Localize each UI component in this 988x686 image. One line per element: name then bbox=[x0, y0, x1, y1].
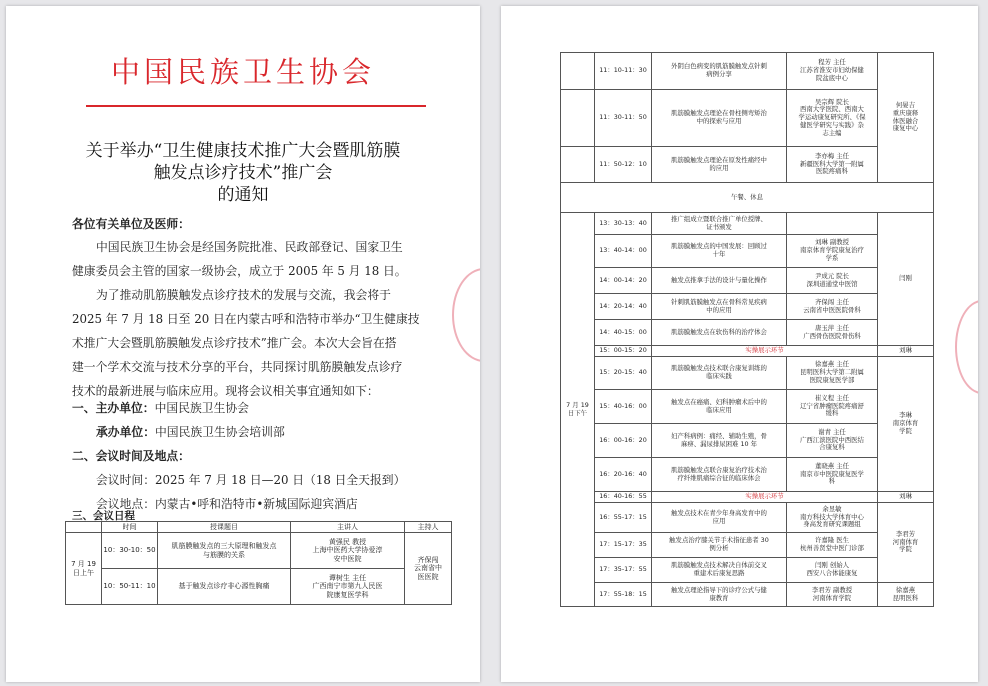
time-cell: 13：30-13：40 bbox=[595, 213, 652, 235]
time-cell: 14：40-15：00 bbox=[595, 320, 652, 346]
document-page-1 bbox=[6, 6, 480, 682]
topic-cell: 推广组成立暨联合推广单位授牌、 证书颁发 bbox=[652, 213, 787, 235]
speaker-cell: 尹成元 院长 深圳道通堂中医馆 bbox=[787, 268, 878, 294]
salutation: 各位有关单位及医师： bbox=[72, 217, 190, 231]
host-cell: 刘琳 bbox=[878, 346, 934, 357]
speaker-cell: 崔义程 主任 辽宁省肿瘤医院疼痛舒 缓科 bbox=[787, 390, 878, 424]
red-seal-stamp bbox=[452, 268, 480, 362]
date-cell bbox=[561, 147, 595, 183]
host-cell: 李琳 南京体育 学院 bbox=[878, 357, 934, 492]
para2-line: 2025 年 7 月 18 日至 20 日在内蒙古呼和浩特市举办“卫生健康技 bbox=[72, 312, 420, 326]
speaker-cell: 唐玉萍 主任 广西骨伤医院骨伤科 bbox=[787, 320, 878, 346]
place-label: 会议地点： bbox=[96, 497, 155, 511]
time-cell: 11：10-11：30 bbox=[595, 53, 652, 90]
header-cell bbox=[66, 522, 102, 533]
time-cell: 16：00-16：20 bbox=[595, 424, 652, 458]
time-cell: 13：40-14：00 bbox=[595, 235, 652, 268]
speaker-cell: 徐嘉燕 主任 昆明医科大学第二附属 医院康复医学部 bbox=[787, 357, 878, 390]
time-cell: 16：40-16：55 bbox=[595, 492, 652, 503]
header-cell: 时间 bbox=[102, 522, 158, 533]
topic-cell: 肌筋膜触发点理论在骨柱侧弯矫治 中的探索与应用 bbox=[652, 90, 787, 147]
lunch-break-row: 午餐、休息 bbox=[561, 183, 934, 213]
section-heading: 二、会议时间及地点： bbox=[72, 449, 190, 463]
time-label: 会议时间： bbox=[96, 473, 155, 487]
doc-title-line-1: 关于举办“卫生健康技术推广大会暨肌筋膜 bbox=[85, 141, 401, 161]
time-cell: 15：20-15：40 bbox=[595, 357, 652, 390]
date-cell bbox=[561, 90, 595, 147]
speaker-cell: 吴宗辉 院长 西南大学医院、西南大 学运动康复研究所、《保 健医学研究与实践》杂 志主编 bbox=[787, 90, 878, 147]
red-seal-stamp bbox=[955, 300, 978, 394]
topic-cell: 妇产科病例：痛经、辅助生殖，骨 麻痹、漏尿排尿困难 10 年 bbox=[652, 424, 787, 458]
para2-line: 术推广大会暨肌筋膜触发点诊疗技术”推广会。本次大会旨在搭 bbox=[72, 336, 397, 350]
schedule-table bbox=[65, 521, 452, 605]
speaker-cell: 程芳 主任 江苏省淮安市妇幼保健 院盆底中心 bbox=[787, 53, 878, 90]
topic-cell: 触发点技术在青少年身高发育中的 应用 bbox=[652, 503, 787, 533]
topic-cell: 肌筋膜触发点技术联合康复训练的 临床实践 bbox=[652, 357, 787, 390]
document-page-2 bbox=[501, 6, 978, 682]
time-cell: 17：15-17：35 bbox=[595, 533, 652, 558]
organizer-line bbox=[96, 423, 480, 440]
time-cell: 17：35-17：55 bbox=[595, 558, 652, 583]
para2-line: 建一个学术交流与技术分享的平台，共同探讨肌筋膜触发点诊疗 bbox=[72, 360, 403, 374]
date-cell: 7 月 19 日下午 bbox=[561, 213, 595, 607]
host-cell: 徐嘉燕 昆明医科 bbox=[878, 583, 934, 607]
topic-cell: 外阴白色病变的肌筋膜触发点针刺 病例分享 bbox=[652, 53, 787, 90]
topic-cell: 肌筋膜触发点在软伤科的治疗体会 bbox=[652, 320, 787, 346]
host-cell: 闫刚 bbox=[878, 213, 934, 346]
topic-cell: 肌筋膜触发点的三大原理和触发点 与筋膜的关系 bbox=[158, 533, 291, 569]
header-cell: 授课题目 bbox=[158, 522, 291, 533]
time-cell: 11：50-12：10 bbox=[595, 147, 652, 183]
topic-cell: 基于触发点诊疗非心源性胸痛 bbox=[158, 569, 291, 605]
topic-cell: 针刺肌筋膜触发点在骨科常见疾病 中的应用 bbox=[652, 294, 787, 320]
section-heading: 三、会议日程 bbox=[72, 510, 135, 522]
time-cell: 15：00-15：20 bbox=[595, 346, 652, 357]
speaker-cell: 黄强民 教授 上海中医药大学协爱淳 安中医院 bbox=[291, 533, 405, 569]
organizer-value: 中国民族卫生协会培训部 bbox=[155, 425, 285, 439]
section-heading: 一、主办单位： bbox=[72, 401, 155, 415]
time-cell: 11：30-11：50 bbox=[595, 90, 652, 147]
time-cell: 10：30-10：50 bbox=[102, 533, 158, 569]
host-cell: 李君芳 河南体育 学院 bbox=[878, 503, 934, 583]
speaker-cell: 许嘉隆 医生 杭州善贤堂中医门诊部 bbox=[787, 533, 878, 558]
section-1 bbox=[72, 399, 456, 416]
speaker-cell: 谢青 主任 广西江滨医院中西医结 合康复科 bbox=[787, 424, 878, 458]
letterhead-divider bbox=[86, 105, 426, 107]
demo-session-label: 实操展示环节 bbox=[652, 492, 878, 503]
demo-session-label: 实操展示环节 bbox=[652, 346, 878, 357]
place-value: 内蒙古•呼和浩特市•新城国际迎宾酒店 bbox=[155, 497, 358, 511]
time-value: 2025 年 7 月 18 日—20 日（18 日全天报到） bbox=[155, 473, 406, 487]
speaker-cell: 李君芳 副教授 河南体育学院 bbox=[787, 583, 878, 607]
topic-cell: 肌筋膜触发点技术解决自体前交叉 重建术后康复思路 bbox=[652, 558, 787, 583]
header-cell: 主讲人 bbox=[291, 522, 405, 533]
host-cell: 齐保闯 云南省中 医医院 bbox=[405, 533, 452, 605]
para2-line: 为了推动肌筋膜触发点诊疗技术的发展与交流，我会将于 bbox=[96, 288, 391, 302]
speaker-cell: 余昱敏 南方科技大学体育中心 身高发育研究课题组 bbox=[787, 503, 878, 533]
time-cell: 14：00-14：20 bbox=[595, 268, 652, 294]
topic-cell: 触发点理论指导下的诊疗公式与健 康教育 bbox=[652, 583, 787, 607]
date-cell: 7 月 19 日上午 bbox=[66, 533, 102, 605]
host-value: 中国民族卫生协会 bbox=[154, 401, 249, 415]
topic-cell: 触发点在癌痛、妇科肿瘤术后中的 临床应用 bbox=[652, 390, 787, 424]
topic-cell: 肌筋膜触发点理论在原发性痛经中 的应用 bbox=[652, 147, 787, 183]
speaker-cell: 齐保闯 主任 云南省中医医院骨科 bbox=[787, 294, 878, 320]
speaker-cell: 刘琳 副教授 南京体育学院康复治疗 学系 bbox=[787, 235, 878, 268]
time-line bbox=[96, 471, 480, 488]
para1-line: 中国民族卫生协会是经国务院批准、民政部登记、国家卫生 bbox=[96, 240, 403, 254]
time-cell: 10：50-11：10 bbox=[102, 569, 158, 605]
speaker-cell bbox=[787, 213, 878, 235]
header-cell: 主持人 bbox=[405, 522, 452, 533]
topic-cell: 触发点治疗膝关节手术指征患者 30 例分析 bbox=[652, 533, 787, 558]
doc-title-line-3: 的通知 bbox=[217, 185, 269, 205]
time-cell: 14：20-14：40 bbox=[595, 294, 652, 320]
host-cell: 刘琳 bbox=[878, 492, 934, 503]
topic-cell: 触发点推拿手法的设计与量化操作 bbox=[652, 268, 787, 294]
host-cell: 何晏吉 重庆康释 体医融合 康复中心 bbox=[878, 53, 934, 183]
topic-cell: 肌筋膜触发点联合康复治疗技术治 疗纤维肌痛综合征的临床体会 bbox=[652, 458, 787, 492]
time-cell: 16：20-16：40 bbox=[595, 458, 652, 492]
topic-cell: 肌筋膜触发点的中国发展：回顾过 十年 bbox=[652, 235, 787, 268]
time-cell: 15：40-16：00 bbox=[595, 390, 652, 424]
para1-line: 健康委员会主管的国家一级协会，成立于 2005 年 5 月 18 日。 bbox=[72, 264, 407, 278]
para2-line: 技术的最新进展与临床应用。现将会议相关事宜通知如下： bbox=[72, 384, 379, 398]
time-cell: 16：55-17：15 bbox=[595, 503, 652, 533]
speaker-cell: 董晓燕 主任 南京市中医院康复医学 科 bbox=[787, 458, 878, 492]
speaker-cell: 谭树生 主任 广西南宁市第九人民医 院康复医学科 bbox=[291, 569, 405, 605]
time-cell: 17：55-18：15 bbox=[595, 583, 652, 607]
doc-title-line-2: 触发点诊疗技术”推广会 bbox=[153, 163, 333, 183]
org-letterhead: 中国民族卫生协会 bbox=[110, 55, 375, 89]
organizer-label: 承办单位： bbox=[96, 425, 155, 439]
date-cell bbox=[561, 53, 595, 90]
speaker-cell: 李亦梅 主任 新疆医科大学第一附属 医院疼痛科 bbox=[787, 147, 878, 183]
schedule-table-continued bbox=[560, 52, 934, 607]
speaker-cell: 闫刚 创始人 西安八合体能康复 bbox=[787, 558, 878, 583]
